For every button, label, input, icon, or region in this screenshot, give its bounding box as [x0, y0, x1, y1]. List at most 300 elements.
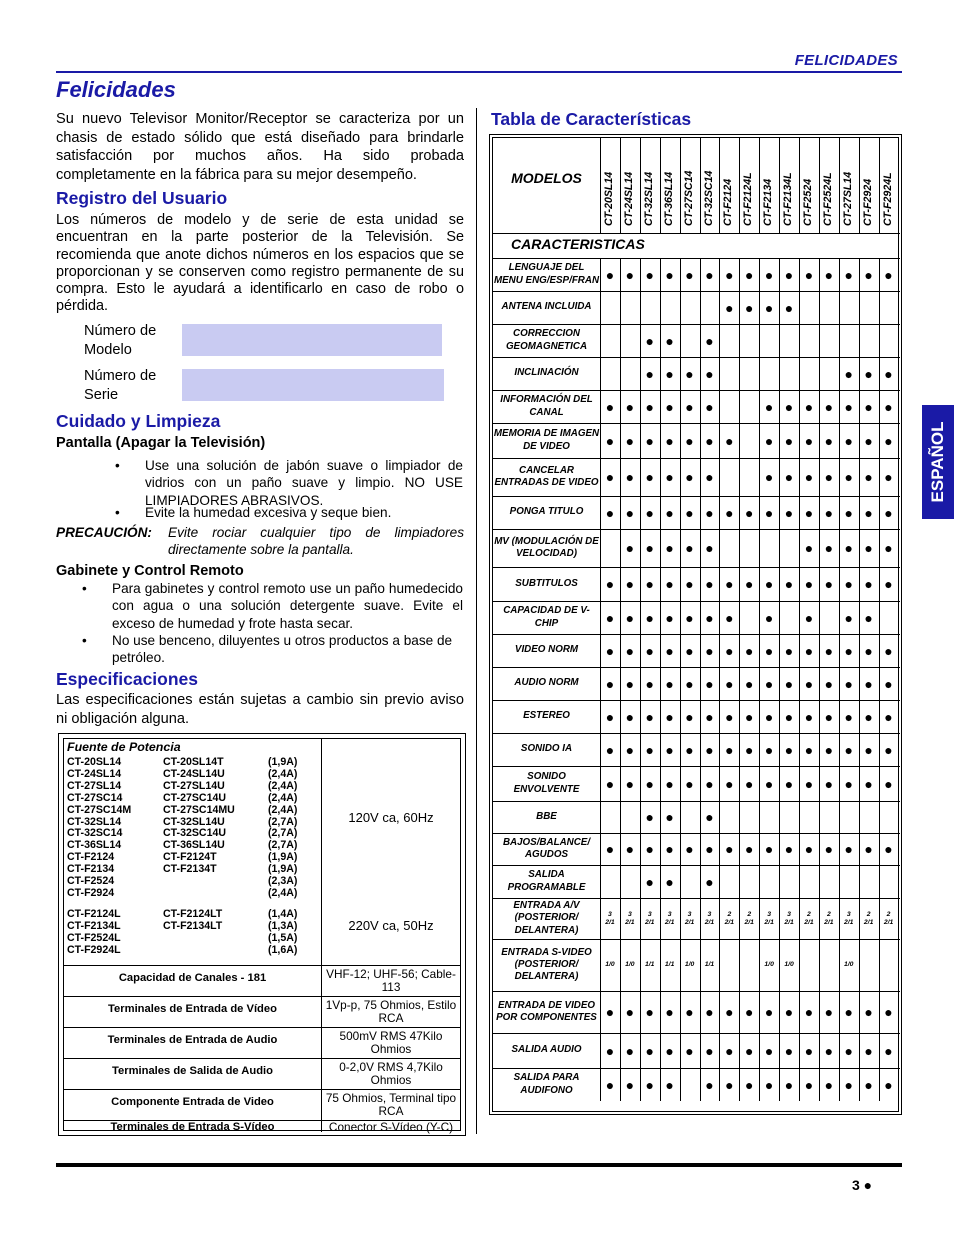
feature-cell: ●: [685, 266, 694, 283]
table-rule: [620, 865, 621, 898]
table-rule: [719, 939, 720, 991]
feature-cell: ●: [685, 1004, 694, 1020]
spec-value: 1Vp-p, 75 Ohmios, Estilo RCA: [325, 998, 457, 1025]
feature-cell: ●: [705, 469, 714, 485]
table-rule: [700, 138, 701, 233]
feature-cell: ●: [665, 1076, 674, 1093]
feature-cell: ●: [864, 1042, 873, 1059]
feature-cell: ●: [625, 609, 635, 626]
feature-cell: ●: [705, 1004, 714, 1020]
feature-cell: ●: [685, 540, 694, 556]
feature-cell: ●: [685, 675, 694, 692]
feature-cell: ●: [725, 432, 734, 449]
feature-cell: ●: [705, 809, 714, 825]
feature-cell: ●: [784, 1076, 794, 1093]
table-rule: [620, 324, 621, 357]
gabinete-bullet: • No use benceno, diluyentes u otros productos a base de petróleo.: [82, 633, 453, 666]
feature-cell: ●: [705, 365, 714, 382]
feature-cell: ●: [844, 708, 853, 725]
table-rule: [879, 291, 880, 324]
model-header: CT-F2524L: [821, 172, 834, 226]
model-number-field[interactable]: [182, 324, 442, 356]
feature-cell: ●: [804, 504, 814, 521]
feature-cell: ●: [705, 775, 714, 792]
table-rule: [819, 324, 820, 357]
feature-cell: ●: [705, 873, 714, 890]
table-rule: [680, 324, 681, 357]
feature-cell: ●: [824, 1042, 834, 1059]
feature-cell: ●: [625, 741, 635, 758]
feature-label: BAJOS/BALANCE/ AGUDOS: [502, 836, 591, 860]
feature-cell: ●: [804, 841, 814, 857]
feature-cell: ●: [605, 775, 615, 792]
feature-cell: ●: [884, 432, 893, 449]
feature-cell: ●: [605, 1004, 615, 1020]
feature-cell: ●: [784, 1004, 794, 1020]
table-rule: [779, 801, 780, 833]
feature-cell: ●: [784, 576, 794, 592]
feature-cell: ●: [824, 469, 834, 485]
feature-label: VIDEO NORM: [514, 644, 579, 656]
feature-cell: ●: [685, 504, 694, 521]
table-rule: [739, 865, 740, 898]
feature-cell: ●: [764, 266, 774, 283]
feature-cell: ●: [685, 741, 694, 758]
feature-cell: ●: [705, 741, 714, 758]
feature-cell: ●: [625, 708, 635, 725]
feature-cell: ●: [605, 675, 615, 692]
feature-cell: ●: [784, 1042, 794, 1059]
feature-cell: ●: [884, 1076, 893, 1093]
feature-cell: ●: [864, 469, 873, 485]
feature-cell: ●: [665, 809, 674, 825]
feature-cell: ●: [764, 1042, 774, 1059]
table-rule: [759, 865, 760, 898]
feature-label: MEMORIA DE IMAGEN DE VIDEO: [493, 428, 600, 452]
feature-label: SUBTITULOS: [515, 577, 578, 589]
feature-label: LENGUAJE DEL MENU ENG/ESP/FRAN: [493, 262, 600, 286]
feature-cell: 2 2/1: [724, 910, 735, 926]
table-rule: [799, 138, 800, 233]
feature-label: SALIDA PROGRAMABLE: [507, 869, 586, 893]
feature-cell: ●: [605, 469, 615, 485]
table-rule: [819, 357, 820, 390]
feature-cell: ●: [665, 708, 674, 725]
feature-cell: ●: [605, 504, 615, 521]
table-rule: [719, 324, 720, 357]
feature-cell: ●: [764, 609, 774, 626]
feature-cell: 1/0: [625, 961, 635, 968]
feature-cell: 1/0: [605, 961, 615, 968]
table-rule: [759, 801, 760, 833]
feature-cell: ●: [605, 741, 615, 758]
pantalla-bullet: • Use una solución de jabón suave o limpiador de vidrios con un paño suave y limpio. NO USE LIMPIADORES ABRASIVOS.: [115, 458, 463, 508]
feature-cell: ●: [665, 332, 674, 349]
feature-cell: ●: [645, 365, 654, 382]
feature-label: AUDIO NORM: [514, 677, 579, 689]
feature-cell: ●: [665, 432, 674, 449]
feature-cell: 1/1: [704, 961, 715, 968]
feature-label: ESTEREO: [523, 710, 570, 722]
feature-cell: ●: [705, 1042, 714, 1059]
table-rule: [839, 801, 840, 833]
table-rule: [879, 601, 880, 634]
feature-cell: ●: [864, 841, 873, 857]
feature-label: PONGA TITULO: [509, 506, 584, 518]
table-rule: [600, 529, 601, 567]
feature-cell: ●: [824, 775, 834, 792]
feature-cell: ●: [884, 398, 893, 415]
page-title: Felicidades: [56, 77, 176, 102]
feature-cell: ●: [804, 398, 814, 415]
feature-cell: ●: [844, 504, 853, 521]
feature-cell: ●: [625, 540, 635, 556]
feature-cell: ●: [725, 841, 734, 857]
column-divider: [476, 108, 477, 1134]
feature-cell: ●: [665, 873, 674, 890]
feature-label: CANCELAR ENTRADAS DE VIDEO: [494, 464, 599, 488]
feature-cell: ●: [824, 1076, 834, 1093]
table-rule: [719, 529, 720, 567]
feature-cell: ●: [824, 504, 834, 521]
feature-cell: ●: [665, 365, 674, 382]
table-rule: [799, 939, 800, 991]
spec-value: 75 Ohmios, Terminal tipo RCA: [325, 1091, 457, 1118]
feature-label: SONIDO IA: [520, 743, 573, 755]
feature-cell: ●: [685, 1042, 694, 1059]
feature-cell: ●: [745, 1076, 754, 1093]
feature-label: ENTRADA DE VIDEO POR COMPONENTES: [496, 999, 597, 1023]
feature-cell: ●: [645, 432, 654, 449]
feature-cell: 2 2/1: [824, 910, 834, 926]
table-rule: [660, 138, 661, 233]
table-rule: [879, 138, 880, 233]
table-rule: [779, 138, 780, 233]
feature-cell: ●: [625, 432, 635, 449]
feature-cell: ●: [784, 841, 794, 857]
feature-cell: ●: [645, 841, 654, 857]
feature-cell: ●: [844, 642, 853, 659]
feature-cell: ●: [605, 841, 615, 857]
table-rule: [620, 138, 621, 233]
table-rule: [739, 601, 740, 634]
model-header: CT-24SL14: [622, 171, 635, 226]
feature-cell: 3 2/1: [645, 910, 655, 926]
feature-cell: ●: [804, 775, 814, 792]
feature-cell: ●: [884, 675, 893, 692]
feature-cell: ●: [625, 576, 635, 592]
feature-cell: ●: [605, 708, 615, 725]
feature-cell: ●: [645, 873, 654, 890]
feature-cell: ●: [884, 540, 893, 556]
feature-cell: ●: [844, 398, 853, 415]
model-header: CT-32SC14: [702, 170, 715, 226]
feature-cell: ●: [824, 398, 834, 415]
table-rule: [779, 324, 780, 357]
feature-cell: ●: [705, 642, 714, 659]
feature-cell: 3 2/1: [844, 910, 854, 926]
table-rule: [799, 801, 800, 833]
especificaciones-text: Las especificaciones están sujetas a cambio sin previo aviso ni obligación alguna.: [56, 692, 464, 727]
feature-cell: 3 2/1: [684, 910, 695, 926]
header-rule: [56, 71, 902, 73]
feature-cell: ●: [824, 708, 834, 725]
table-rule: [680, 801, 681, 833]
feature-cell: ●: [665, 642, 674, 659]
feature-cell: ●: [685, 365, 694, 382]
table-rule: [493, 233, 900, 234]
feature-cell: ●: [784, 299, 794, 316]
table-rule: [700, 291, 701, 324]
model-header: CT-F2924L: [881, 172, 894, 226]
feature-label: MV (MODULACIÓN DE VELOCIDAD): [494, 535, 599, 559]
feature-cell: ●: [625, 841, 635, 857]
feature-cell: ●: [665, 841, 674, 857]
table-rule: [739, 458, 740, 496]
feature-cell: ●: [844, 775, 853, 792]
feature-cell: ●: [625, 504, 635, 521]
table-rule: [719, 357, 720, 390]
feature-cell: ●: [705, 540, 714, 556]
table-rule: [779, 529, 780, 567]
feature-cell: ●: [804, 609, 814, 626]
table-rule: [779, 865, 780, 898]
feature-cell: ●: [764, 775, 774, 792]
feature-cell: ●: [705, 841, 714, 857]
feature-cell: ●: [705, 576, 714, 592]
language-tab: ESPAÑOL: [922, 405, 954, 519]
feature-cell: ●: [685, 576, 694, 592]
feature-cell: ●: [824, 741, 834, 758]
table-rule: [640, 291, 641, 324]
feature-cell: ●: [665, 576, 674, 592]
table-rule: [739, 357, 740, 390]
feature-cell: ●: [804, 675, 814, 692]
feature-cell: ●: [705, 675, 714, 692]
feature-cell: ●: [625, 1004, 635, 1020]
table-rule: [759, 357, 760, 390]
feature-cell: ●: [764, 469, 774, 485]
feature-cell: ●: [804, 642, 814, 659]
feature-cell: ●: [605, 266, 615, 283]
feature-cell: ●: [864, 609, 873, 626]
feature-cell: ●: [705, 332, 714, 349]
table-rule: [719, 390, 720, 423]
feature-cell: ●: [884, 708, 893, 725]
feature-cell: ●: [824, 675, 834, 692]
feature-cell: ●: [764, 1004, 774, 1020]
table-rule: [600, 138, 601, 233]
feature-cell: ●: [625, 469, 635, 485]
power-value-120: 120V ca, 60Hz: [348, 810, 434, 825]
feature-cell: ●: [745, 266, 754, 283]
feature-cell: ●: [705, 398, 714, 415]
feature-cell: ●: [764, 642, 774, 659]
feature-cell: ●: [884, 576, 893, 592]
feature-cell: ●: [665, 775, 674, 792]
feature-label: ANTENA INCLUIDA: [501, 301, 592, 313]
feature-cell: ●: [745, 642, 754, 659]
feature-cell: ●: [764, 675, 774, 692]
table-rule: [819, 801, 820, 833]
model-label: Número de Modelo: [84, 323, 157, 358]
feature-cell: 3 2/1: [764, 910, 774, 926]
pantalla-bullet: • Evite la humedad excesiva y seque bien.: [115, 505, 392, 520]
power-value-220: 220V ca, 50Hz: [348, 918, 434, 933]
table-rule: [600, 865, 601, 898]
feature-cell: ●: [864, 398, 873, 415]
table-rule: [859, 138, 860, 233]
feature-cell: ●: [864, 540, 873, 556]
feature-cell: ●: [625, 675, 635, 692]
feature-cell: ●: [625, 775, 635, 792]
feature-cell: ●: [625, 1076, 635, 1093]
model-header: CT-F2134: [762, 178, 775, 226]
feature-label: SONIDO ENVOLVENTE: [513, 771, 580, 795]
serial-number-field[interactable]: [182, 369, 444, 401]
spec-label: Componente Entrada de Video: [111, 1096, 274, 1108]
registro-text: Los números de modelo y de serie de esta unidad se encuentran en la parte posterior de la Televisión. Se recomienda que anote dichos números en los espacios que se proporcionan y se conserven como registro permanente de su compra. Esto le ayudará a identificarlo en caso de robo o pérdida.: [56, 212, 464, 315]
feature-cell: ●: [605, 1042, 615, 1059]
table-rule: [859, 865, 860, 898]
feature-cell: ●: [605, 398, 615, 415]
table-rule: [739, 138, 740, 233]
table-rule: [719, 458, 720, 496]
feature-cell: ●: [725, 1076, 734, 1093]
model-header: CT-F2124L: [742, 172, 755, 226]
model-header: CT-27SC14: [682, 170, 695, 226]
power-amps-col-220: (1,4A) (1,3A) (1,5A) (1,6A): [268, 908, 298, 956]
feature-cell: ●: [864, 576, 873, 592]
feature-cell: ●: [705, 432, 714, 449]
model-header: CT-27SL14: [841, 171, 854, 226]
table-rule: [799, 357, 800, 390]
feature-cell: ●: [844, 841, 853, 857]
feature-cell: ●: [725, 609, 734, 626]
feature-label: BBE: [536, 810, 557, 822]
table-rule: [839, 291, 840, 324]
table-rule: [680, 865, 681, 898]
feature-cell: ●: [804, 540, 814, 556]
table-rule: [600, 801, 601, 833]
table-rule: [879, 324, 880, 357]
feature-cell: ●: [665, 540, 674, 556]
feature-cell: 1/1: [645, 961, 655, 968]
especificaciones-heading: Especificaciones: [56, 669, 199, 689]
feature-cell: ●: [645, 266, 654, 283]
models-label: MODELOS: [511, 170, 582, 186]
cuidado-heading: Cuidado y Limpieza: [56, 411, 221, 431]
feature-cell: 1/1: [664, 961, 675, 968]
spec-label: Capacidad de Canales - 181: [118, 972, 267, 984]
model-header: CT-20SL14: [603, 171, 615, 226]
feature-cell: ●: [645, 504, 654, 521]
power-models-col1-220: CT-F2124L CT-F2134L CT-F2524L CT-F2924L: [67, 908, 121, 956]
feature-cell: ●: [784, 741, 794, 758]
power-models-col2-220: CT-F2124LT CT-F2134LT: [163, 908, 223, 932]
feature-cell: ●: [725, 266, 734, 283]
feature-cell: 3 2/1: [704, 910, 715, 926]
feature-cell: ●: [764, 708, 774, 725]
feature-cell: ●: [864, 1004, 873, 1020]
features-table: [489, 134, 902, 1115]
table-rule: [759, 529, 760, 567]
feature-cell: ●: [864, 642, 873, 659]
feature-cell: ●: [804, 1076, 814, 1093]
feature-cell: ●: [725, 504, 734, 521]
gabinete-heading: Gabinete y Control Remoto: [56, 563, 244, 579]
power-models-col1: CT-20SL14 CT-24SL14 CT-27SL14 CT-27SC14 CT-27SC14M CT-32SL14 CT-32SC14 CT-36SL14 CT-F2124 CT-F2134 CT-F2524 CT-F2924: [67, 756, 132, 899]
feature-cell: ●: [605, 576, 615, 592]
feature-cell: ●: [665, 1004, 674, 1020]
feature-cell: ●: [844, 266, 853, 283]
feature-cell: ●: [645, 741, 654, 758]
table-rule: [739, 939, 740, 991]
feature-cell: ●: [645, 708, 654, 725]
power-amps-col: (1,9A) (2,4A) (2,4A) (2,4A) (2,4A) (2,7A) (2,7A) (2,7A) (1,9A) (1,9A) (2,3A) (2,4A): [268, 756, 298, 899]
feature-cell: ●: [884, 1042, 893, 1059]
feature-cell: ●: [645, 809, 654, 825]
feature-cell: ●: [844, 365, 853, 382]
feature-cell: ●: [764, 576, 774, 592]
feature-cell: ●: [764, 504, 774, 521]
feature-cell: 3 2/1: [605, 910, 615, 926]
table-rule: [819, 939, 820, 991]
feature-cell: ●: [685, 775, 694, 792]
feature-cell: ●: [784, 642, 794, 659]
spec-label: Terminales de Entrada S-Vídeo: [110, 1121, 275, 1133]
feature-cell: ●: [605, 1076, 615, 1093]
feature-cell: ●: [745, 504, 754, 521]
feature-cell: ●: [645, 332, 654, 349]
feature-cell: ●: [665, 675, 674, 692]
power-title: Fuente de Potencia: [67, 740, 181, 754]
feature-cell: ●: [745, 841, 754, 857]
table-rule: [779, 601, 780, 634]
feature-cell: ●: [844, 741, 853, 758]
feature-cell: ●: [645, 1076, 654, 1093]
feature-cell: ●: [804, 1042, 814, 1059]
spec-label: Terminales de Entrada de Audio: [107, 1034, 278, 1046]
feature-cell: ●: [725, 675, 734, 692]
feature-cell: ●: [804, 432, 814, 449]
feature-cell: ●: [884, 469, 893, 485]
table-rule: [719, 138, 720, 233]
feature-cell: ●: [625, 398, 635, 415]
precaucion-label: PRECAUCIÓN:: [56, 525, 152, 540]
feature-cell: ●: [844, 432, 853, 449]
feature-label: CORRECCION GEOMAGNETICA: [505, 328, 588, 352]
feature-cell: ●: [645, 642, 654, 659]
feature-cell: ●: [824, 1004, 834, 1020]
feature-cell: ●: [804, 469, 814, 485]
feature-cell: 1/0: [844, 961, 854, 968]
feature-cell: ●: [864, 775, 873, 792]
feature-label: ENTRADA S-VIDEO (POSTERIOR/ DELANTERA): [501, 946, 592, 983]
feature-cell: ●: [725, 775, 734, 792]
pantalla-heading: Pantalla (Apagar la Televisión): [56, 435, 266, 451]
feature-cell: ●: [884, 741, 893, 758]
feature-cell: ●: [645, 540, 654, 556]
table-rule: [600, 324, 601, 357]
feature-cell: ●: [665, 1042, 674, 1059]
model-header: CT-32SL14: [642, 171, 655, 226]
feature-cell: 2 2/1: [883, 910, 894, 926]
feature-label: SALIDA AUDIO: [511, 1044, 582, 1056]
model-header: CT-36SL14: [662, 171, 675, 226]
table-rule: [640, 138, 641, 233]
table-rule: [739, 390, 740, 423]
